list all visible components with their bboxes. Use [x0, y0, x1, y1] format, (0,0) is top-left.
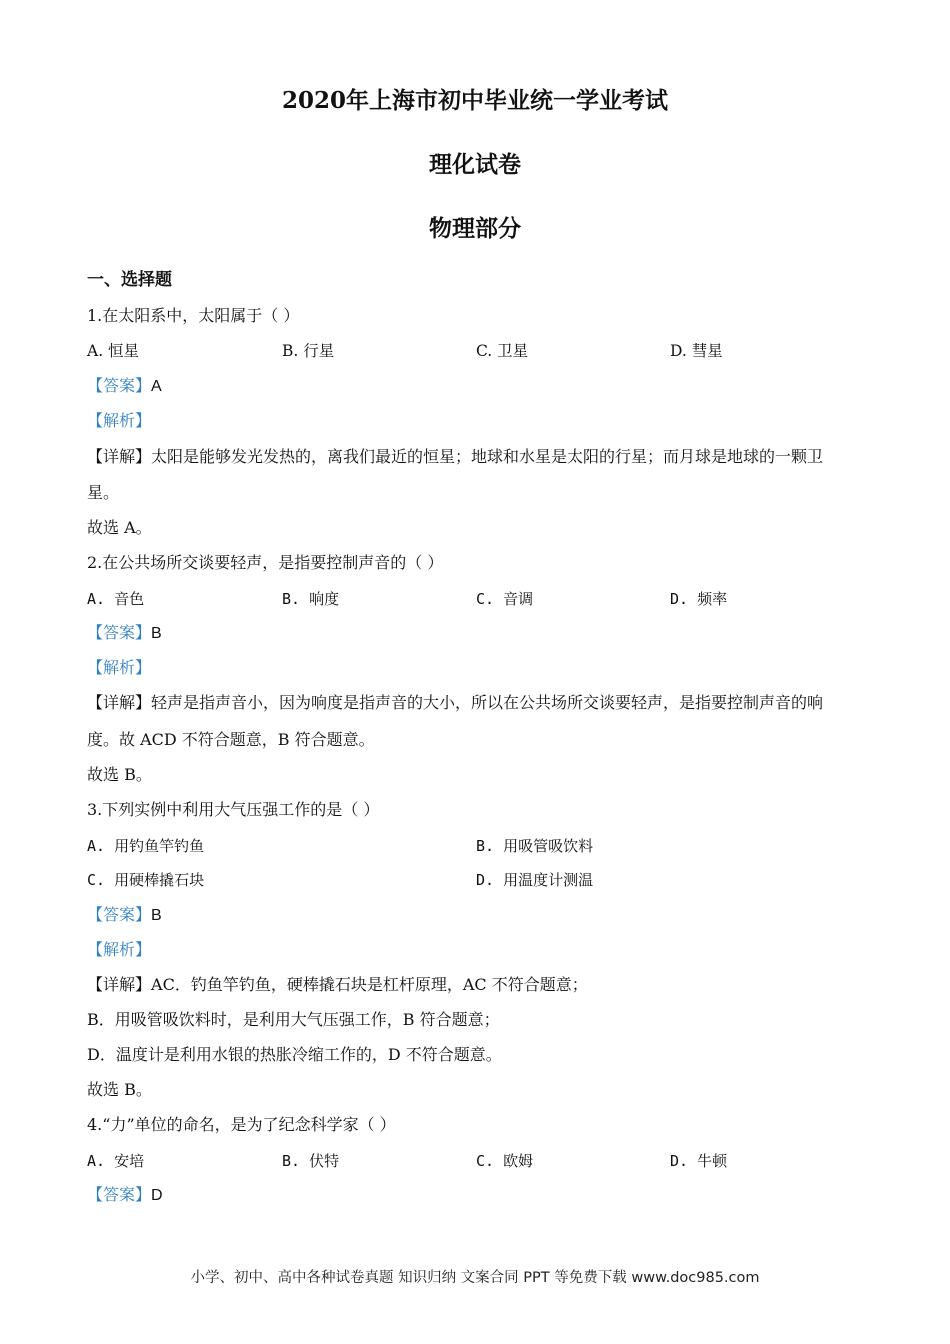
detail-tag: 【详解】	[87, 693, 152, 712]
section-subtitle: 物理部分	[429, 215, 521, 242]
question-3-answer	[87, 903, 864, 928]
detail-text: AC．钓鱼竿钓鱼，硬棒撬石块是杠杆原理，AC 不符合题意；	[151, 975, 588, 994]
question-1-option-c: C. 卫星	[476, 342, 529, 360]
question-3-analysis	[87, 938, 864, 962]
question-2-option-c: C. 音调	[476, 590, 534, 608]
exam-title: 2020年上海市初中毕业统一学业考试	[281, 87, 668, 114]
answer-tag: 【答案】	[87, 905, 152, 924]
question-3-option-d: D. 用温度计测温	[476, 871, 594, 889]
question-2-option-d: D. 频率	[670, 590, 728, 608]
question-4-option-b: B. 伏特	[282, 1152, 340, 1170]
question-1-analysis	[87, 409, 864, 433]
question-1-conclusion: 故选 A。	[87, 518, 152, 537]
question-2-option-b: B. 响度	[282, 590, 340, 608]
analysis-tag: 【解析】	[87, 658, 152, 677]
question-4-option-c: C. 欧姆	[476, 1152, 534, 1170]
question-1-option-d: D. 彗星	[670, 342, 723, 360]
question-3-detail-b: B．用吸管吸饮料时，是利用大气压强工作，B 符合题意；	[87, 1010, 500, 1029]
answer-value: B	[151, 907, 162, 924]
detail-tag: 【详解】	[87, 975, 152, 994]
answer-value: A	[151, 378, 162, 395]
question-3-option-a: A. 用钓鱼竿钓鱼	[87, 837, 205, 855]
question-3-conclusion: 故选 B。	[87, 1080, 152, 1099]
question-4-stem: 4.“力”单位的命名，是为了纪念科学家（ ）	[87, 1115, 396, 1134]
detail-text: 太阳是能够发光发热的，离我们最近的恒星；地球和水星是太阳的行星；而月球是地球的一颗卫	[151, 447, 824, 466]
question-3-option-c: C. 用硬棒撬石块	[87, 871, 205, 889]
question-1-answer	[87, 374, 864, 399]
question-2-detail-cont: 度。故 ACD 不符合题意，B 符合题意。	[87, 730, 375, 749]
analysis-tag: 【解析】	[87, 940, 152, 959]
paper-subtitle: 理化试卷	[429, 151, 521, 178]
question-1-detail-cont: 星。	[87, 483, 120, 502]
question-2-option-a: A. 音色	[87, 590, 145, 608]
question-2-stem: 2.在公共场所交谈要轻声，是指要控制声音的（ ）	[87, 553, 444, 572]
answer-value: D	[151, 1187, 163, 1204]
question-2-answer	[87, 621, 864, 646]
question-2-detail	[87, 691, 864, 715]
question-2-analysis	[87, 656, 864, 680]
question-4-answer	[87, 1183, 864, 1208]
question-1-stem: 1.在太阳系中，太阳属于（ ）	[87, 306, 300, 325]
section-heading: 一、选择题	[87, 270, 172, 290]
question-3-detail-d: D．温度计是利用水银的热胀冷缩工作的，D 不符合题意。	[87, 1045, 502, 1064]
answer-tag: 【答案】	[87, 623, 152, 642]
question-3-option-b: B. 用吸管吸饮料	[476, 837, 594, 855]
question-3-stem: 3.下列实例中利用大气压强工作的是（ ）	[87, 800, 380, 819]
question-4-option-a: A. 安培	[87, 1152, 145, 1170]
analysis-tag: 【解析】	[87, 411, 152, 430]
question-1-option-b: B. 行星	[282, 342, 335, 360]
question-2-conclusion: 故选 B。	[87, 765, 152, 784]
question-4-option-d: D. 牛顿	[670, 1152, 728, 1170]
question-3-detail	[87, 973, 864, 997]
question-1-option-a: A. 恒星	[87, 342, 140, 360]
answer-value: B	[151, 625, 162, 642]
answer-tag: 【答案】	[87, 1185, 152, 1204]
page-footer: 小学、初中、高中各种试卷真题 知识归纳 文案合同 PPT 等免费下载 www.doc985.com	[190, 1270, 760, 1286]
detail-text: 轻声是指声音小，因为响度是指声音的大小，所以在公共场所交谈要轻声，是指要控制声音的响	[151, 693, 824, 712]
question-1-detail	[87, 445, 864, 469]
answer-tag: 【答案】	[87, 376, 152, 395]
detail-tag: 【详解】	[87, 447, 152, 466]
